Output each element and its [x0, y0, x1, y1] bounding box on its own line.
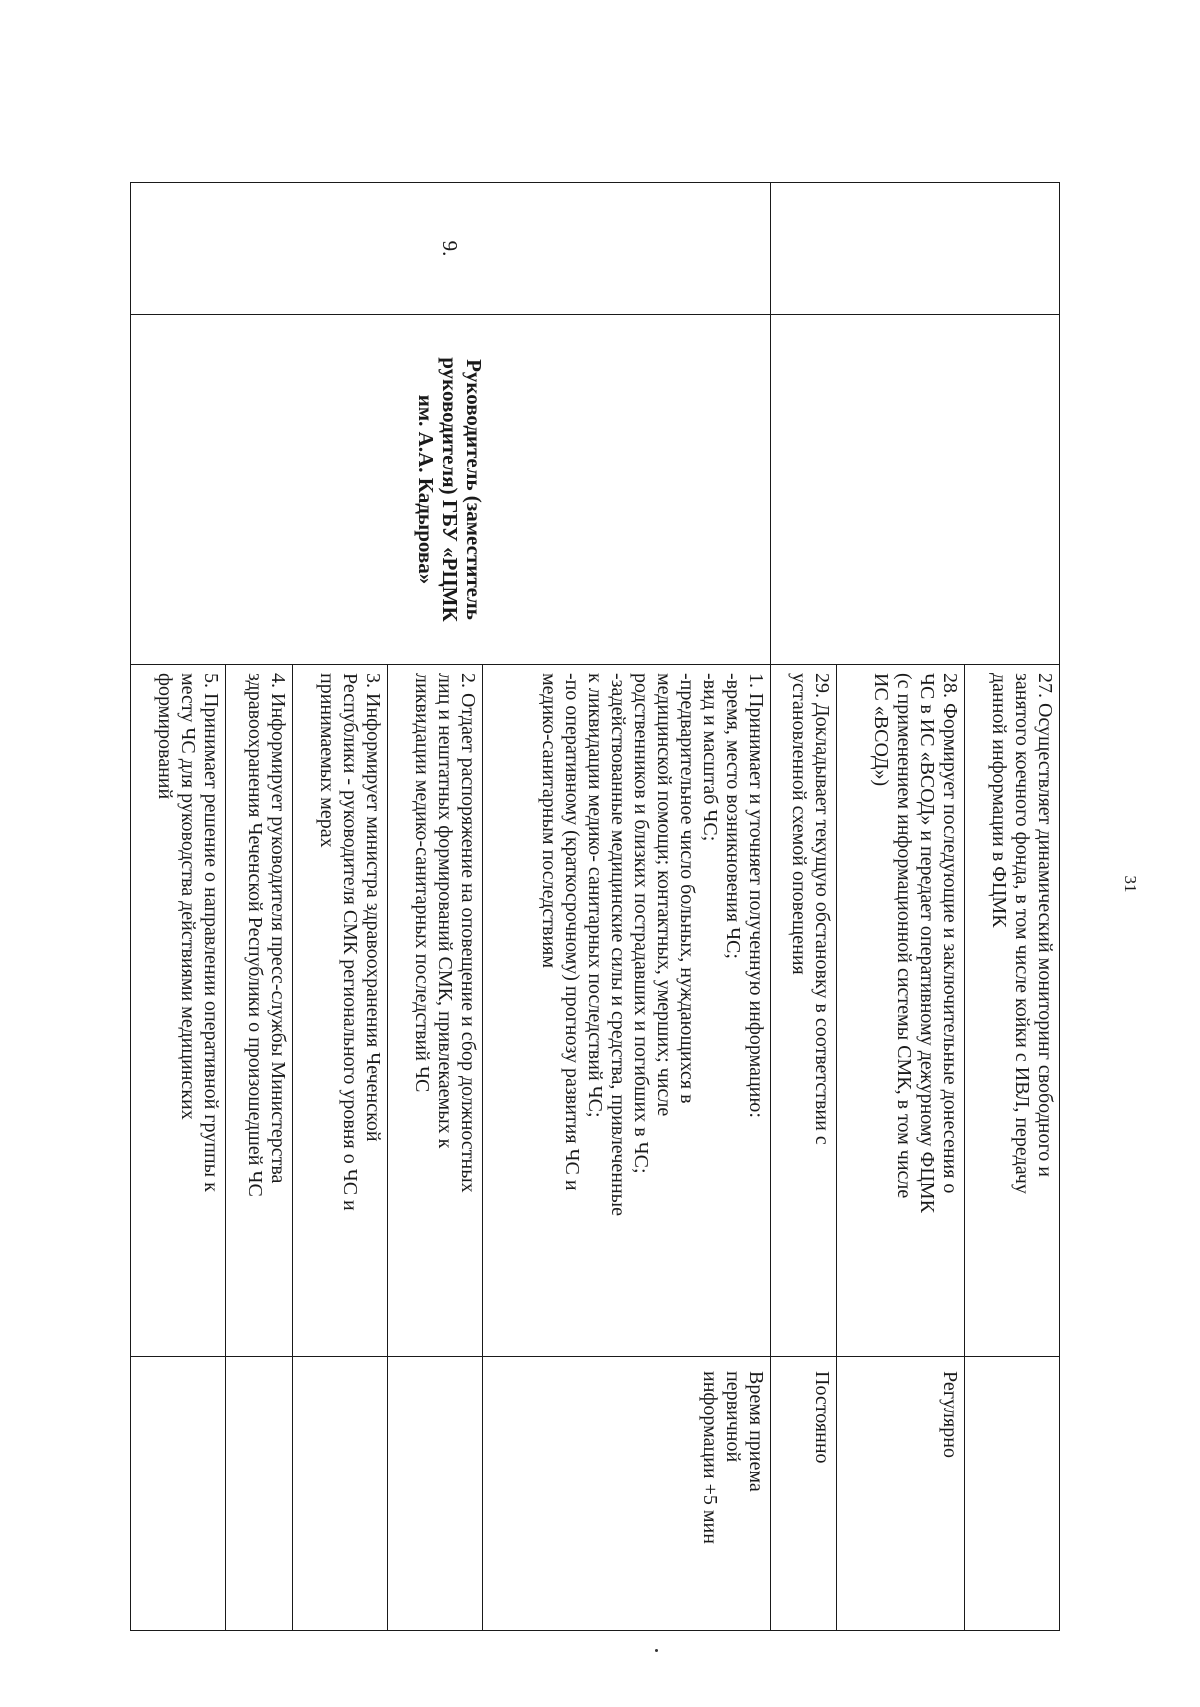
action-text: 1. Принимает и уточняет полученную информацию: -время, место возникновения ЧС; -вид и масштаб ЧС; -предварительное число больных, нуждающихся в медицинской помощи; контактных, умерших; числе родственников и близких пострадавших и погибших в ЧС; -задействованные медицинские силы и средства, привлеченные к ликвидации медико- санитарных последствий ЧС; -по оперативному (краткосрочному) прогнозу развития ЧС и медико-санитарным последствиям — [537, 673, 767, 1216]
time-cell — [293, 1357, 388, 1631]
empty-number-cell — [770, 183, 1059, 315]
action-table — [130, 182, 1060, 1631]
role-cell: Руководитель (заместитель руководителя) ГБУ «РЦМК им. А.А. Кадырова» — [131, 315, 771, 665]
action-cell — [388, 665, 483, 1357]
action-cell — [483, 665, 770, 1357]
time-cell — [388, 1357, 483, 1631]
time-cell — [131, 1357, 226, 1631]
table-body — [131, 183, 1060, 1631]
time-cell — [964, 1357, 1059, 1631]
time-cell — [226, 1357, 293, 1631]
action-cell — [837, 665, 964, 1357]
action-cell — [964, 665, 1059, 1357]
empty-role-cell — [770, 315, 1059, 665]
table-row — [483, 183, 770, 1631]
action-cell — [131, 665, 226, 1357]
action-text: 4. Информирует руководителя пресс-службы Министерства здравоохранения Чеченской Республики о произошедшей ЧС — [244, 673, 290, 1197]
time-cell: Постоянно — [770, 1357, 837, 1631]
action-cell — [770, 665, 837, 1357]
rotated-table — [130, 182, 1060, 1630]
action-text: 5. Принимает решение о направлении оперативной группы к месту ЧС для руководства действиями медицинских формирований — [154, 673, 223, 1192]
page-number: 31 — [1121, 875, 1140, 893]
time-cell: Время приема первичной информации +5 мин — [483, 1357, 770, 1631]
action-text: 3. Информирует министра здравоохранения Чеченской Республики - руководителя СМК регионального уровня о ЧС и принимаемых мерах — [316, 673, 385, 1211]
action-text: 2. Отдает распоряжение на оповещение и сбор должностных лиц и нештатных формирований СМК, привлекаемых к ликвидации медико-санитарных последствий ЧС — [411, 673, 480, 1193]
table-row — [964, 183, 1059, 1631]
time-cell: Регулярно — [837, 1357, 964, 1631]
action-text: 27. Осуществляет динамический мониторинг свободного и занятого коечного фонда, в том числе койки с ИВЛ, передачу данной информации в ФЦМК — [988, 673, 1056, 1194]
action-text: 29. Докладывает текущую обстановку в соответствии с установленной схемой оповещения — [788, 673, 834, 1145]
section-number: 9. — [131, 183, 771, 315]
action-cell — [293, 665, 388, 1357]
scan-dot — [655, 1649, 658, 1652]
action-text: 28. Формирует последующие и заключительные донесения о ЧС в ИС «ВСОД» и передает оперативному дежурному ФЦМК (с применением информационной системы СМК, в том числе ИС «ВСОД») — [869, 673, 961, 1213]
action-cell — [226, 665, 293, 1357]
